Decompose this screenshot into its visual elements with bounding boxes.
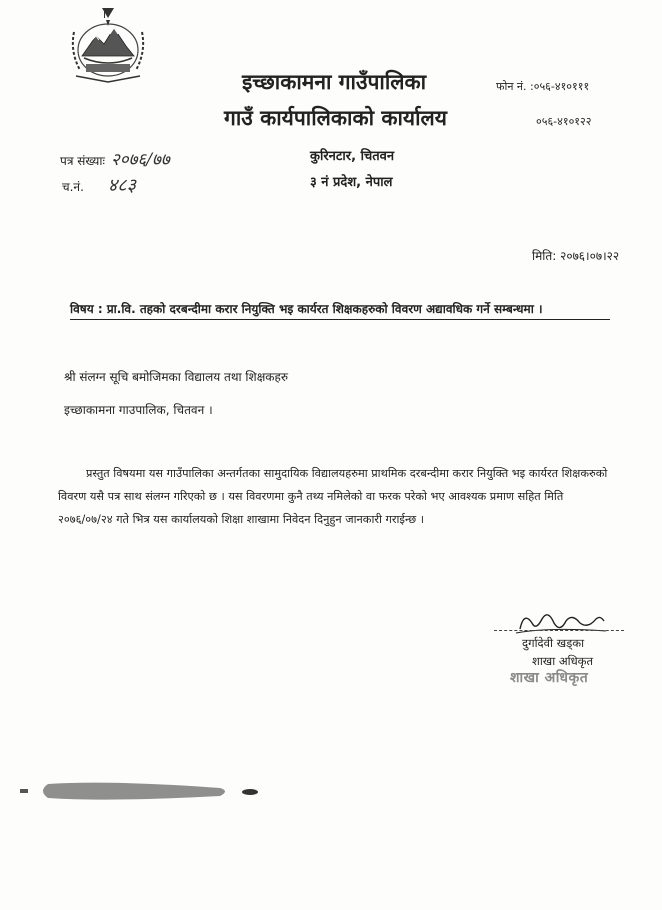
signatory-title: शाखा अधिकृत xyxy=(532,654,594,668)
signature-line xyxy=(494,630,624,631)
address-line-2: ३ नं प्रदेश, नेपाल xyxy=(310,175,393,190)
official-stamp: शाखा अधिकृत xyxy=(510,670,589,686)
phone-line-1: फोन नं. :०५६-४१०१११ xyxy=(496,80,590,93)
body-paragraph xyxy=(58,462,614,531)
patra-sankhya xyxy=(60,147,170,170)
nepal-government-emblem-icon xyxy=(62,6,154,86)
patra-value: २०७६/७७ xyxy=(110,150,170,170)
office-name: गाउँ कार्यपालिकाको कार्यालय xyxy=(224,106,447,130)
body-text: प्रस्तुत विषयमा यस गाउँपालिका अन्तर्गतका सामुदायिक विद्यालयहरुमा प्राथमिक दरबन्दीमा करार नियुक्ति भइ कार्यरत शिक्षकरुको विवरण यसै पत्र साथ संलग्न गरिएको छ । यस विवरणमा कुनै तथ्य नमिलेको वा फरक परेको भए आवश्यक प्रमाण सहित मिति २०७६/०७/२४ गते भित्र यस कार्यालयको शिक्षा शाखामा निवेदन दिनुहुन जानकारी गराईन्छ । xyxy=(58,467,608,526)
municipality-name: इच्छाकामना गाउँपालिका xyxy=(242,70,427,94)
phone-line-2: ०५६-४१०१२२ xyxy=(536,115,592,128)
address-line-1: कुरिनटार, चितवन xyxy=(310,149,395,164)
recipient-line-2: इच्छाकामना गाउपालिक, चितवन । xyxy=(64,403,213,417)
chalani-label: च.नं. xyxy=(62,180,84,194)
recipient-line-1: श्री संलग्न सूचि बमोजिमका विद्यालय तथा शिक्षकहरु xyxy=(64,370,289,384)
letter-date: मिति: २०७६।०७।२२ xyxy=(532,249,620,263)
chalani-value: ४८३ xyxy=(107,175,137,196)
signatory-name: दुर्गादेवी खड्का xyxy=(522,636,585,650)
subject-line: विषय : प्रा.वि. तहको दरबन्दीमा करार नियुक्ति भइ कार्यरत शिक्षकहरुको विवरण अद्यावधिक गर्ने सम्बन्धमा । xyxy=(70,300,610,320)
chalani-number xyxy=(62,173,136,197)
patra-label: पत्र संख्याः xyxy=(60,154,105,168)
scan-smudge xyxy=(20,778,260,804)
handwritten-signature xyxy=(510,605,610,639)
